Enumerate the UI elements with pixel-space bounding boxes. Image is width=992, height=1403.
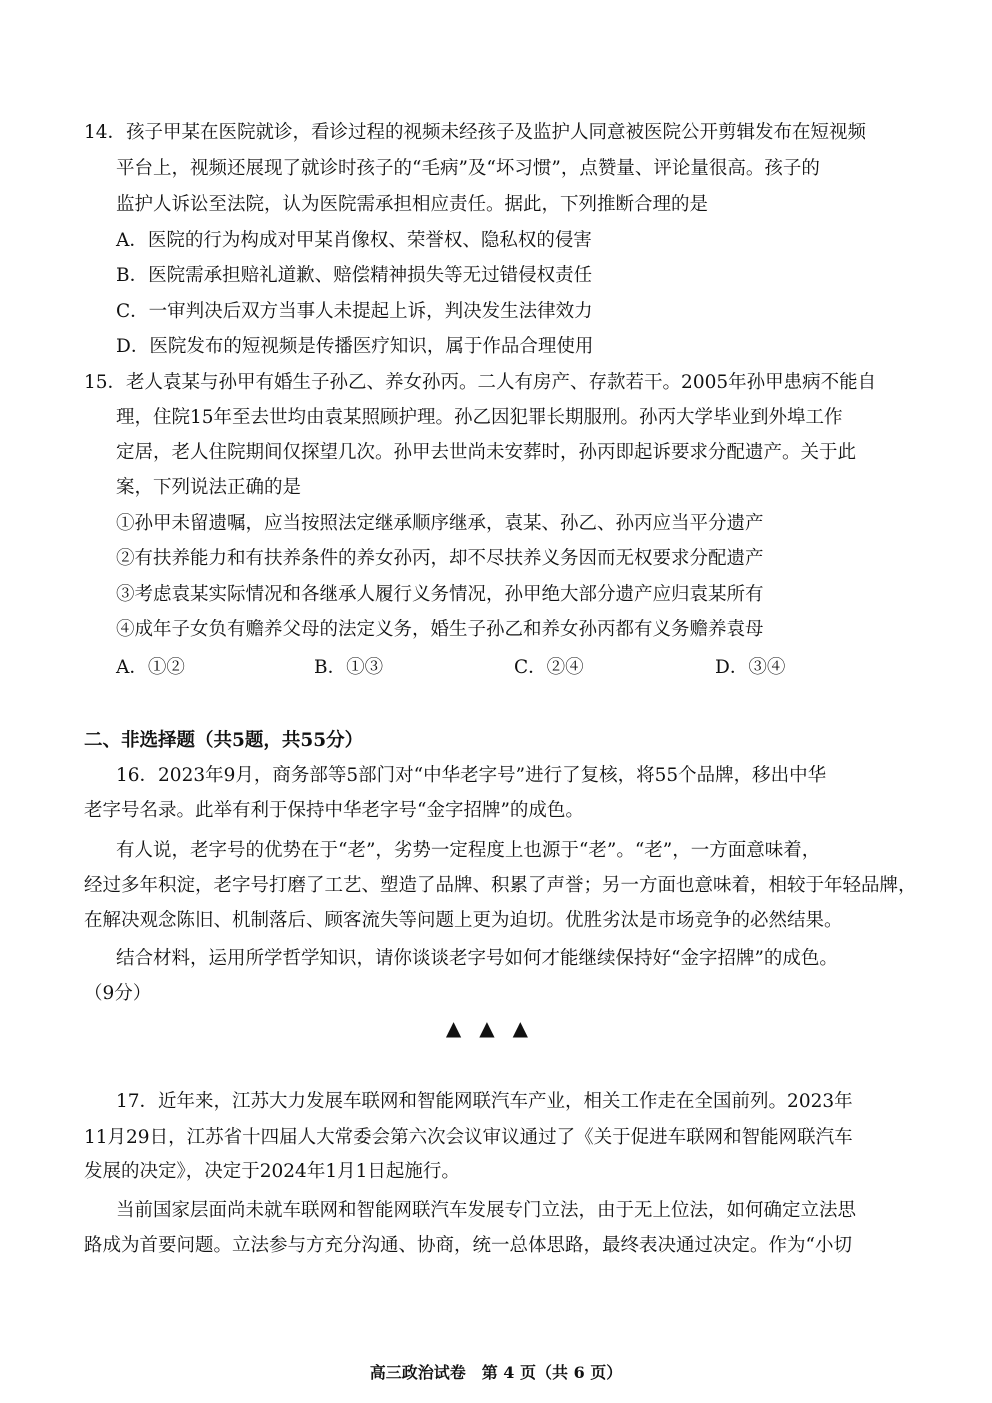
q15-statement-4: ④成年子女负有赡养父母的法定义务，婚生子孙乙和养女孙丙都有义务赡养袁母 <box>116 619 764 640</box>
q17-material-line-2: 11月29日，江苏省十四届人大常委会第六次会议审议通过了《关于促进车联网和智能网联汽车 <box>84 1127 853 1148</box>
section-heading: 二、非选择题（共5题，共55分） <box>84 730 364 751</box>
q15-option-a: A．①② <box>116 657 185 678</box>
q16-material-line-3: 有人说，老字号的优势在于“老”，劣势一定程度上也源于“老”。“老”，一方面意味着， <box>116 840 821 861</box>
q15-stem-line-3: 定居，老人住院期间仅探望几次。孙甲去世尚未安葬时，孙丙即起诉要求分配遗产。关于此 <box>116 442 857 463</box>
page-footer: 高三政治试卷 第 4 页（共 6 页） <box>369 1363 623 1382</box>
q15-option-b: B．①③ <box>314 657 384 678</box>
q15-option-d: D．③④ <box>715 657 786 678</box>
q16-question-line-1: 结合材料，运用所学哲学知识，请你谈谈老字号如何才能继续保持好“金字招牌”的成色。 <box>116 948 838 969</box>
q15-statement-2: ②有扶养能力和有扶养条件的养女孙丙，却不尽扶养义务因而无权要求分配遗产 <box>116 548 764 569</box>
q14-option-a: A．医院的行为构成对甲某肖像权、荣誉权、隐私权的侵害 <box>116 230 592 251</box>
q17-material-line-1: 17．近年来，江苏大力发展车联网和智能网联汽车产业，相关工作走在全国前列。2023年 <box>116 1091 853 1112</box>
answer-space-triangles: ▲▲▲ <box>445 1016 547 1040</box>
q14-option-b: B．医院需承担赔礼道歉、赔偿精神损失等无过错侵权责任 <box>116 265 593 286</box>
q14-stem-line-3: 监护人诉讼至法院，认为医院需承担相应责任。据此，下列推断合理的是 <box>116 194 709 215</box>
q17-material-line-3: 发展的决定》，决定于2024年1月1日起施行。 <box>84 1161 460 1182</box>
q16-material-line-2: 老字号名录。此举有利于保持中华老字号“金字招牌”的成色。 <box>84 800 584 821</box>
q15-stem-line-1: 15．老人袁某与孙甲有婚生子孙乙、养女孙丙。二人有房产、存款若干。2005年孙甲患病不能自 <box>84 372 877 393</box>
q14-stem-line-2: 平台上，视频还展现了就诊时孩子的“毛病”及“坏习惯”，点赞量、评论量很高。孩子的 <box>116 158 820 179</box>
q14-stem-line-1: 14．孩子甲某在医院就诊，看诊过程的视频未经孩子及监护人同意被医院公开剪辑发布在短视频 <box>84 122 867 143</box>
q14-option-d: D．医院发布的短视频是传播医疗知识，属于作品合理使用 <box>116 336 594 357</box>
q16-material-line-4: 经过多年积淀，老字号打磨了工艺、塑造了品牌、积累了声誉；另一方面也意味着，相较于年轻品牌， <box>84 875 917 896</box>
q15-stem-line-4: 案，下列说法正确的是 <box>116 477 302 498</box>
q17-material-line-5: 路成为首要问题。立法参与方充分沟通、协商，统一总体思路，最终表决通过决定。作为“小切 <box>84 1235 852 1256</box>
q16-question-points: （9分） <box>84 983 152 1004</box>
q15-statement-1: ①孙甲未留遗嘱，应当按照法定继承顺序继承，袁某、孙乙、孙丙应当平分遗产 <box>116 513 764 534</box>
q17-material-line-4: 当前国家层面尚未就车联网和智能网联汽车发展专门立法，由于无上位法，如何确定立法思 <box>116 1200 857 1221</box>
q15-stem-line-2: 理，住院15年至去世均由袁某照顾护理。孙乙因犯罪长期服刑。孙丙大学毕业到外埠工作 <box>116 407 843 428</box>
q16-material-line-5: 在解决观念陈旧、机制落后、顾客流失等问题上更为迫切。优胜劣汰是市场竞争的必然结果。 <box>84 910 843 931</box>
q16-material-line-1: 16．2023年9月，商务部等5部门对“中华老字号”进行了复核，将55个品牌，移出中华 <box>116 765 827 786</box>
q14-option-c: C．一审判决后双方当事人未提起上诉，判决发生法律效力 <box>116 301 593 322</box>
q15-option-c: C．②④ <box>514 657 584 678</box>
q15-statement-3: ③考虑袁某实际情况和各继承人履行义务情况，孙甲绝大部分遗产应归袁某所有 <box>116 584 764 605</box>
